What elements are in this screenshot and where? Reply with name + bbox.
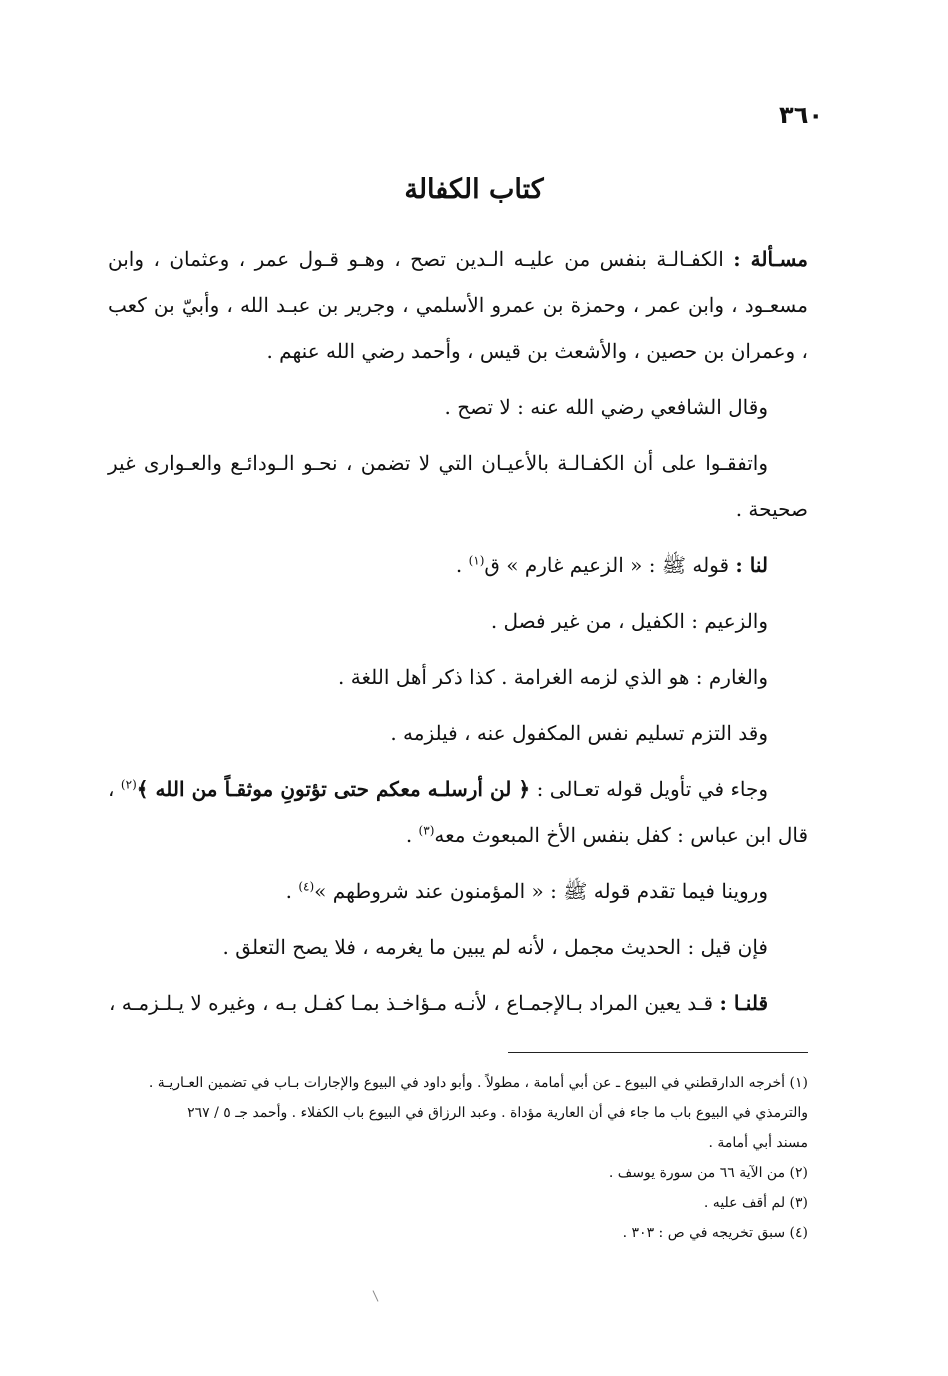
paragraph-muminun (108, 868, 808, 914)
tawil-end: . (405, 823, 419, 847)
footnote-1-line-2: والترمذي في البيوع باب ما جاء في أن العارية مؤداة . وعبد الرزاق في البيوع باب الكفلاء . وأحمد جـ ٥ / ٢٦٧ (187, 1105, 808, 1121)
muminun-text: وروينا فيما تقدم قوله ﷺ : « المؤمنون عند شروطهم » (314, 879, 768, 903)
footnote-3: (٣) لم أقف عليه . (703, 1195, 808, 1211)
scan-speck (373, 1290, 379, 1301)
quran-verse: ﴿ لن أرسلـه معكم حتى تؤتونِ موثقـاً من الله ﴾ (136, 777, 531, 801)
footnote-1-line-1: (١) أخرجه الدارقطني في البيوع ـ عن أبي أمامة ، مطولاً . وأبو داود في البيوع والإجارات بـاب في تضمين العـاريـة . (148, 1075, 808, 1091)
paragraph-masala (108, 236, 808, 374)
evidence-lead: لنا : (735, 553, 768, 577)
footnote-ref-1: (١) (468, 553, 485, 568)
muminun-end: . (285, 879, 299, 903)
footnote-1-line-3: مسند أبي أمامة . (708, 1135, 808, 1151)
paragraph-tawil (108, 766, 808, 858)
paragraph-reply (108, 980, 808, 1026)
masala-text: الكفـالـة بنفس من عليـه الـدين تصح ، وهـو قـول عمر ، وعثمان ، وابن مسعـود ، وابن عمر ، وحمزة بن عمرو الأسلمي ، وجرير بن عبـد الله ، وأبيّ بن كعب ، وعمران بن حصين ، والأشعث بن قيس ، وأحمد رضي الله عنهم . (108, 247, 808, 363)
page-number: ٣٦٠ (779, 101, 823, 129)
footnotes (108, 1068, 808, 1248)
masala-lead: مسـألة : (733, 247, 808, 271)
paragraph-gharim: والغارم : هو الذي لزمه الغرامة . كذا ذكر أهل اللغة . (338, 665, 768, 689)
footnote-ref-3: (٣) (418, 823, 435, 838)
paragraph-objection: فإن قيل : الحديث مجمل ، لأنه لم يبين ما يغرمه ، فلا يصح التعلق . (222, 935, 768, 959)
paragraph-zaim: والزعيم : الكفيل ، من غير فصل . (490, 609, 768, 633)
footnote-ref-2: (٢) (120, 777, 137, 792)
footnote-ref-4: (٤) (298, 879, 315, 894)
footnote-4: (٤) سبق تخريجه في ص : ٣٠٣ . (622, 1225, 808, 1241)
paragraph-evidence (108, 542, 808, 588)
chapter-title: كتاب الكفالة (404, 174, 544, 205)
evidence-end: . (455, 553, 469, 577)
tawil-text-b: ، قال ابن عباس : كفل بنفس الأخ المبعوث معه (108, 777, 808, 847)
footnote-separator (508, 1052, 808, 1053)
reply-lead: قلنـا : (719, 991, 768, 1015)
reply-text: قـد يعين المراد بـالإجمـاع ، لأنـه مـؤاخـذ بمـا كفـل بـه ، وغيره لا يـلـزمـه ، (108, 991, 714, 1015)
footnote-2: (٢) من الآية ٦٦ من سورة يوسف . (608, 1165, 808, 1181)
tawil-text-a: وجاء في تأويل قوله تعـالى : (530, 777, 768, 801)
paragraph-agreement: واتفقـوا على أن الكفـالـة بالأعيـان التي لا تضمن ، نحـو الـودائـع والعـوارى غير صحيحة . (108, 451, 808, 521)
paragraph-shafii: وقال الشافعي رضي الله عنه : لا تصح . (444, 395, 768, 419)
main-text (108, 236, 808, 1036)
evidence-text: قوله ﷺ : « الزعيم غارم » ق (484, 553, 730, 577)
paragraph-iltizam: وقد التزم تسليم نفس المكفول عنه ، فيلزمه . (390, 721, 768, 745)
